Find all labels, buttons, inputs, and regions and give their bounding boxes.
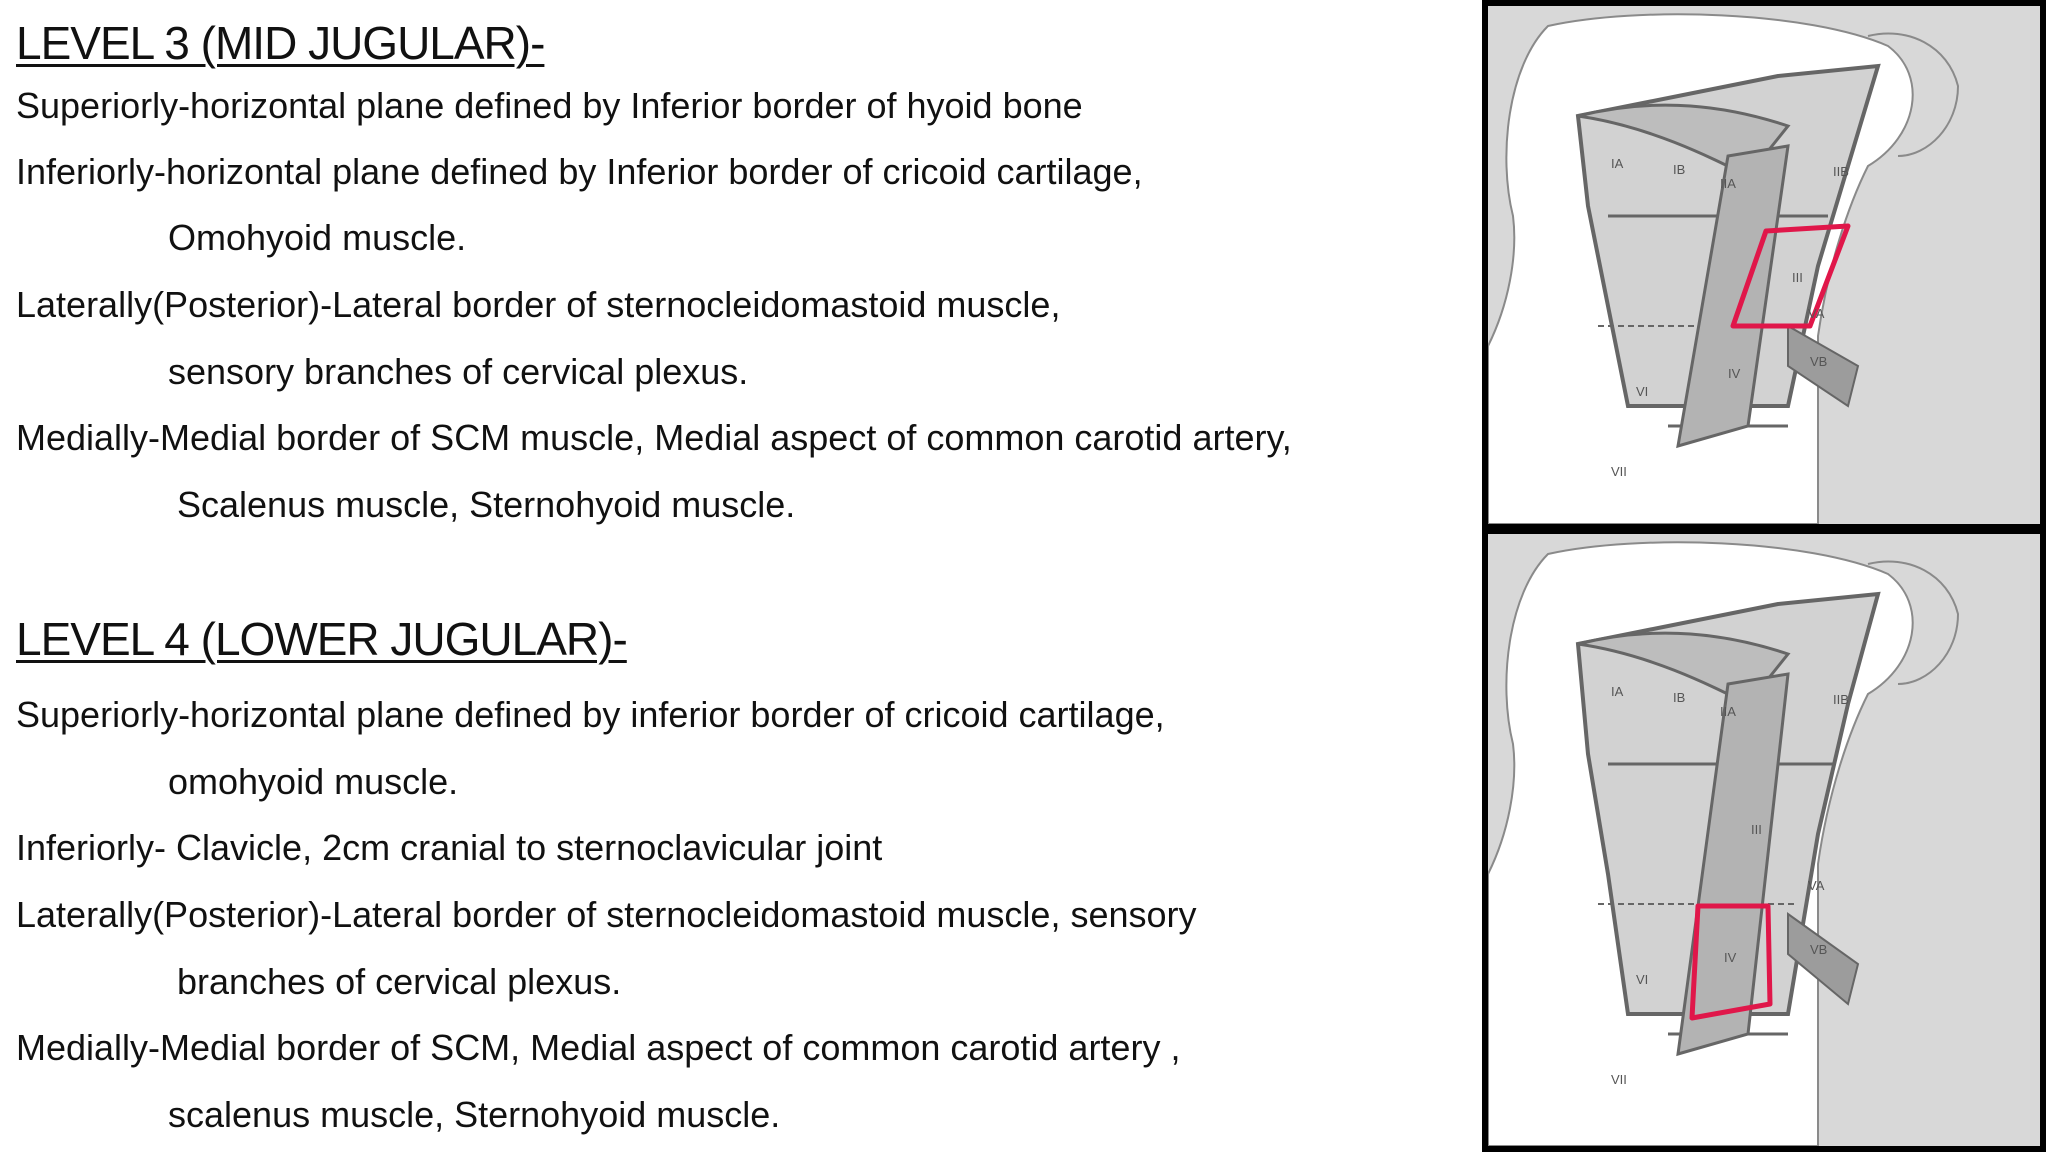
label-ib: IB: [1673, 162, 1686, 177]
label-iia: IIA: [1720, 704, 1736, 719]
level4-superior: Superiorly-horizontal plane defined by inferior border of cricoid cartilage,: [16, 694, 1165, 735]
label-vi: VI: [1636, 972, 1649, 987]
label-va: VA: [1808, 878, 1825, 893]
label-iii: III: [1751, 822, 1762, 837]
neck-levels-figure-level-4: [1482, 528, 2046, 1152]
level3-lateral-cont: sensory branches of cervical plexus.: [168, 351, 749, 392]
label-iia: IIA: [1720, 176, 1736, 191]
neck-levels-figure-level-3: [1482, 0, 2046, 530]
level4-inferior: Inferiorly- Clavicle, 2cm cranial to sternoclavicular joint: [16, 827, 883, 868]
level3-medial: Medially-Medial border of SCM muscle, Medial aspect of common carotid artery,: [16, 417, 1292, 458]
level3-inferior: Inferiorly-horizontal plane defined by Inferior border of cricoid cartilage,: [16, 151, 1143, 192]
label-vii: VII: [1611, 1072, 1627, 1087]
level3-heading: LEVEL 3 (MID JUGULAR)-: [16, 17, 545, 69]
label-va: VA: [1808, 306, 1825, 321]
label-vii: VII: [1611, 464, 1627, 479]
level4-heading: LEVEL 4 (LOWER JUGULAR)-: [16, 613, 627, 665]
level3-superior: Superiorly-horizontal plane defined by Inferior border of hyoid bone: [16, 85, 1083, 126]
label-vb: VB: [1810, 942, 1828, 957]
label-ia: IA: [1611, 684, 1624, 699]
label-iib: IIB: [1833, 692, 1849, 707]
label-iii: III: [1792, 270, 1803, 285]
level4-superior-cont: omohyoid muscle.: [168, 761, 459, 802]
label-iv: IV: [1728, 366, 1741, 381]
level4-medial: Medially-Medial border of SCM, Medial aspect of common carotid artery ,: [16, 1027, 1181, 1068]
level4-lateral: Laterally(Posterior)-Lateral border of sternocleidomastoid muscle, sensory: [16, 894, 1197, 935]
neck-levels-diagram-2: [1488, 534, 2040, 1146]
neck-levels-diagram-1: [1488, 6, 2040, 524]
level4-lateral-cont: branches of cervical plexus.: [177, 961, 622, 1002]
level4-medial-cont: scalenus muscle, Sternohyoid muscle.: [168, 1094, 781, 1135]
level3-inferior-cont: Omohyoid muscle.: [168, 217, 467, 258]
level3-lateral: Laterally(Posterior)-Lateral border of sternocleidomastoid muscle,: [16, 284, 1061, 325]
level3-medial-cont: Scalenus muscle, Sternohyoid muscle.: [177, 484, 796, 525]
label-vi: VI: [1636, 384, 1649, 399]
label-iib: IIB: [1833, 164, 1849, 179]
label-ib: IB: [1673, 690, 1686, 705]
label-vb: VB: [1810, 354, 1828, 369]
label-ia: IA: [1611, 156, 1624, 171]
label-iv: IV: [1724, 950, 1737, 965]
